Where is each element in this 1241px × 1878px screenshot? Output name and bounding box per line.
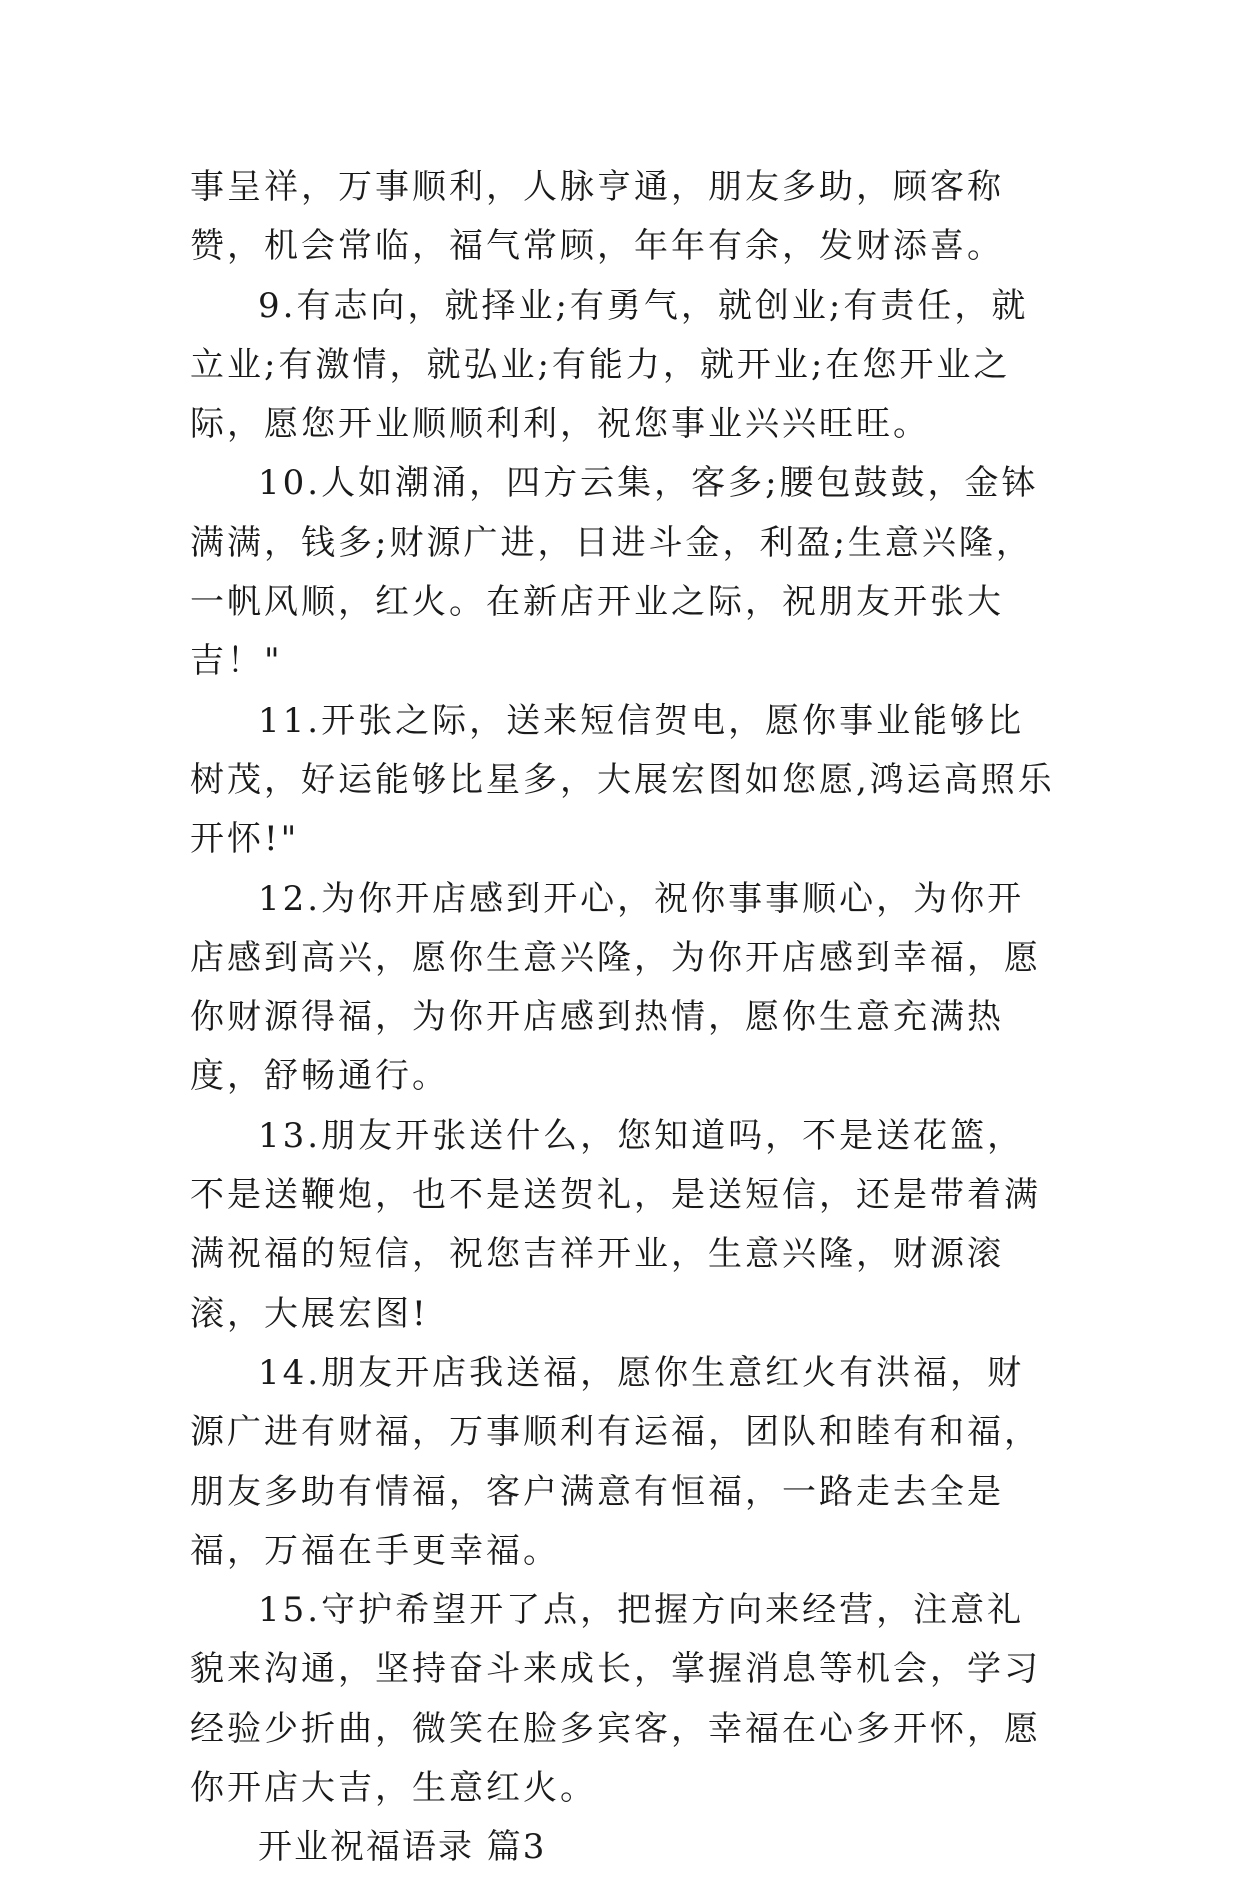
paragraph-item-15: 15.守护希望开了点，把握方向来经营，注意礼貌来沟通，坚持奋斗来成长，掌握消息等机会，学习经验少折曲，微笑在脸多宾客，幸福在心多开怀，愿你开店大吉，生意红火。 [190,1590,1041,1809]
paragraph-item-10: 10.人如潮涌，四方云集，客多;腰包鼓鼓，金钵满满，钱多;财源广进，日进斗金，利盈;生意兴隆，一帆风顺，红火。在新店开业之际，祝朋友开张大吉！" [190,463,1039,682]
paragraph-item-11: 11.开张之际，送来短信贺电，愿你事业能够比树茂，好运能够比星多，大展宏图如您愿,鸿运高照乐开怀!" [190,700,1055,860]
document-body [190,158,1060,1878]
section-heading: 开业祝福语录 篇3 [258,1827,547,1868]
paragraph-item-13: 13.朋友开张送什么，您知道吗，不是送花篮，不是送鞭炮，也不是送贺礼，是送短信，还是带着满满祝福的短信，祝您吉祥开业，生意兴隆，财源滚滚，大展宏图! [190,1115,1041,1334]
paragraph-continuation: 事呈祥，万事顺利，人脉亨通，朋友多助，顾客称赞，机会常临，福气常顾，年年有余，发财添喜。 [190,167,1004,267]
paragraph-item-14: 14.朋友开店我送福，愿你生意红火有洪福，财源广进有财福，万事顺利有运福，团队和睦有和福，朋友多助有情福，客户满意有恒福，一路走去全是福，万福在手更幸福。 [190,1352,1041,1571]
paragraph-item-12: 12.为你开店感到开心，祝你事事顺心，为你开店感到高兴，愿你生意兴隆，为你开店感到幸福，愿你财源得福，为你开店感到热情，愿你生意充满热度，舒畅通行。 [190,878,1041,1097]
paragraph-item-9: 9.有志向，就择业;有勇气，就创业;有责任，就立业;有激情，就弘业;有能力，就开业;在您开业之际，愿您开业顺顺利利，祝您事业兴兴旺旺。 [190,285,1029,445]
